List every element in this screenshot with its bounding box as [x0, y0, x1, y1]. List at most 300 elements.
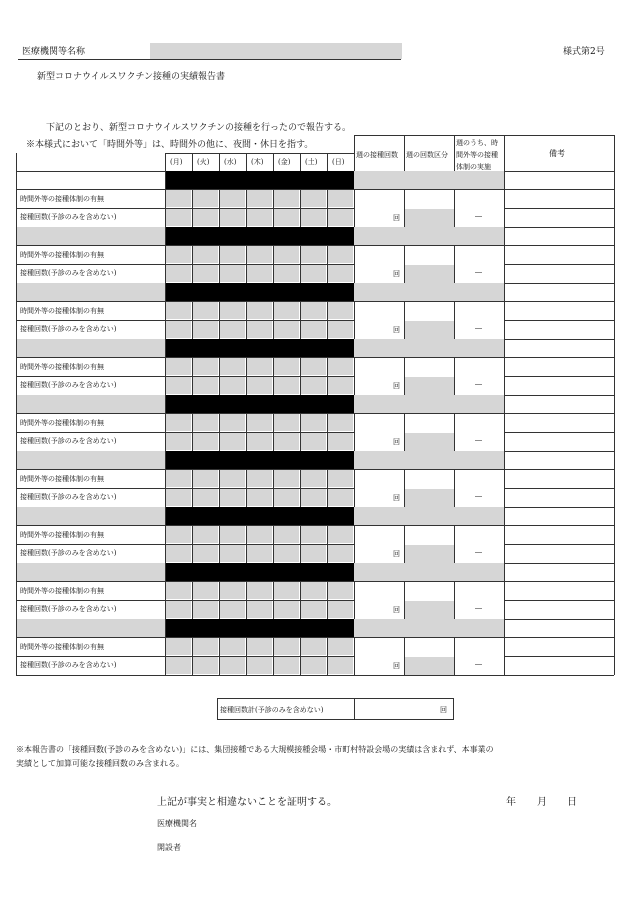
day-cell[interactable] [247, 433, 272, 450]
day-cell[interactable] [220, 489, 245, 506]
day-cell[interactable] [301, 638, 326, 655]
day-cell[interactable] [247, 209, 272, 226]
day-cell[interactable] [328, 302, 353, 319]
row-line [16, 432, 354, 433]
day-cell[interactable] [328, 377, 353, 394]
offhours-dash: ― [475, 212, 482, 220]
intro-text: 下記のとおり、新型コロナウイルスワクチンの接種を行ったので報告する。 [46, 123, 352, 133]
day-cell[interactable] [274, 545, 299, 562]
day-cell[interactable] [247, 489, 272, 506]
institution-label: 医療機関等名称 [22, 47, 86, 57]
weekly-count-unit: 回 [393, 494, 400, 502]
day-cell[interactable] [328, 526, 353, 543]
row-label-count: 接種回数(予診のみを含めない) [20, 549, 117, 557]
day-cell[interactable] [166, 209, 191, 226]
left-border [16, 227, 17, 283]
day-cell[interactable] [166, 489, 191, 506]
day-cell[interactable] [301, 246, 326, 263]
day-cell[interactable] [328, 414, 353, 431]
day-cell[interactable] [247, 470, 272, 487]
day-cell[interactable] [274, 190, 299, 207]
remarks-line [504, 488, 614, 489]
day-divider [273, 413, 274, 451]
day-cell[interactable] [274, 321, 299, 338]
day-divider [219, 413, 220, 451]
weekly-class-cell[interactable] [405, 433, 454, 451]
day-cell[interactable] [193, 545, 218, 562]
weekly-class-cell[interactable] [405, 321, 454, 339]
summary-line [354, 637, 504, 638]
day-divider [300, 245, 301, 283]
day-header-5: (土) [305, 158, 318, 166]
date-row-black [165, 227, 354, 245]
day-divider [300, 413, 301, 451]
week-label-cell[interactable] [16, 395, 165, 413]
day-cell[interactable] [193, 638, 218, 655]
day-cell[interactable] [166, 414, 191, 431]
row-label-count: 接種回数(予診のみを含めない) [20, 381, 117, 389]
day-cell[interactable] [220, 470, 245, 487]
week-label-cell[interactable] [16, 451, 165, 469]
footnote-line1: ※本報告書の「接種回数(予診のみを含めない)」には、集団接種である大規模接種会場・市町村特設会場の実績は含まれず、本事業の [16, 745, 494, 754]
day-divider [327, 413, 328, 451]
right-border [614, 171, 615, 227]
col-divider [404, 189, 405, 227]
row-label-system: 時間外等の接種体制の有無 [20, 643, 104, 651]
day-cell[interactable] [220, 302, 245, 319]
left-border [16, 171, 17, 227]
day-cell[interactable] [328, 582, 353, 599]
day-cell[interactable] [220, 377, 245, 394]
day-divider [300, 581, 301, 619]
day-cell[interactable] [328, 470, 353, 487]
row-line [16, 208, 354, 209]
row-line [16, 413, 354, 414]
day-cell[interactable] [328, 265, 353, 282]
col-divider [404, 581, 405, 619]
col-divider [404, 637, 405, 675]
day-cell[interactable] [301, 657, 326, 674]
day-divider [246, 525, 247, 563]
weekly-count-unit: 回 [393, 606, 400, 614]
day-cell[interactable] [301, 414, 326, 431]
row-line [16, 656, 354, 657]
weekly-count-unit: 回 [393, 550, 400, 558]
day-cell[interactable] [247, 414, 272, 431]
day-cell[interactable] [193, 358, 218, 375]
day-divider [246, 357, 247, 395]
day-cell[interactable] [247, 526, 272, 543]
day-cell[interactable] [166, 302, 191, 319]
day-cell[interactable] [328, 321, 353, 338]
day-cell[interactable] [247, 190, 272, 207]
col-divider [504, 339, 505, 357]
summary-line [354, 581, 504, 582]
weekly-count-unit: 回 [393, 438, 400, 446]
day-cell[interactable] [328, 601, 353, 618]
col-weekly-count: 週の接種回数 [356, 151, 398, 159]
col-divider [354, 581, 355, 619]
day-divider [192, 301, 193, 339]
week-label-cell[interactable] [16, 619, 165, 637]
day-divider [327, 637, 328, 675]
week-label-cell[interactable] [16, 283, 165, 301]
day-cell[interactable] [166, 582, 191, 599]
day-cell[interactable] [193, 601, 218, 618]
week-label-cell[interactable] [16, 339, 165, 357]
day-divider [327, 581, 328, 619]
day-divider [219, 637, 220, 675]
summary-line [354, 413, 504, 414]
day-cell[interactable] [193, 489, 218, 506]
day-divider [165, 395, 166, 413]
offhours-dash: ― [475, 380, 482, 388]
col-weekly-class: 週の回数区分 [406, 151, 448, 159]
day-cell[interactable] [166, 377, 191, 394]
day-cell[interactable] [274, 526, 299, 543]
summary-line [354, 357, 504, 358]
day-cell[interactable] [247, 638, 272, 655]
day-header-1: (火) [197, 158, 210, 166]
day-cell[interactable] [328, 433, 353, 450]
day-cell[interactable] [220, 190, 245, 207]
day-cell[interactable] [166, 321, 191, 338]
day-cell[interactable] [166, 358, 191, 375]
day-divider [273, 245, 274, 283]
day-cell[interactable] [328, 545, 353, 562]
day-cell[interactable] [166, 190, 191, 207]
remarks-line [504, 376, 614, 377]
date-month: 月 [537, 797, 547, 808]
day-cell[interactable] [301, 302, 326, 319]
day-cell[interactable] [301, 377, 326, 394]
day-divider [192, 413, 193, 451]
day-divider [192, 581, 193, 619]
day-cell[interactable] [220, 265, 245, 282]
day-divider [300, 357, 301, 395]
day-cell[interactable] [274, 601, 299, 618]
day-divider [246, 245, 247, 283]
day-cell[interactable] [166, 657, 191, 674]
week-label-cell[interactable] [16, 507, 165, 525]
day-cell[interactable] [328, 358, 353, 375]
day-cell[interactable] [274, 209, 299, 226]
day-cell[interactable] [274, 265, 299, 282]
day-cell[interactable] [220, 601, 245, 618]
day-cell[interactable] [193, 209, 218, 226]
day-cell[interactable] [301, 433, 326, 450]
left-border [16, 451, 17, 507]
day-cell[interactable] [274, 414, 299, 431]
day-divider [273, 357, 274, 395]
day-divider [219, 301, 220, 339]
row-label-system: 時間外等の接種体制の有無 [20, 475, 104, 483]
day-cell[interactable] [301, 545, 326, 562]
day-cell[interactable] [193, 470, 218, 487]
day-cell[interactable] [220, 209, 245, 226]
day-cell[interactable] [247, 657, 272, 674]
day-cell[interactable] [193, 302, 218, 319]
total-unit: 回 [440, 706, 447, 714]
right-border [614, 227, 615, 283]
row-line [16, 189, 354, 190]
day-cell[interactable] [247, 321, 272, 338]
row-line [16, 469, 354, 470]
week-label-cell[interactable] [16, 563, 165, 581]
row-line [16, 600, 354, 601]
weekly-class-cell[interactable] [405, 657, 454, 675]
day-divider [219, 525, 220, 563]
col-divider [454, 637, 455, 675]
weekly-class-cell[interactable] [405, 601, 454, 619]
day-cell[interactable] [274, 638, 299, 655]
signature-founder: 開設者 [157, 843, 181, 852]
remarks-line [504, 581, 614, 582]
day-divider [246, 637, 247, 675]
row-label-system: 時間外等の接種体制の有無 [20, 531, 104, 539]
day-cell[interactable] [166, 526, 191, 543]
weekly-count-unit: 回 [393, 214, 400, 222]
day-cell[interactable] [301, 582, 326, 599]
day-cell[interactable] [247, 302, 272, 319]
row-label-count: 接種回数(予診のみを含めない) [20, 213, 117, 221]
col-divider [454, 301, 455, 339]
day-cell[interactable] [193, 246, 218, 263]
day-cell[interactable] [301, 601, 326, 618]
day-cell[interactable] [166, 638, 191, 655]
date-row-black [165, 171, 354, 189]
left-border [16, 339, 17, 395]
day-divider [327, 525, 328, 563]
weekly-class-cell[interactable] [405, 265, 454, 283]
remarks-line [504, 245, 614, 246]
day-divider [165, 413, 166, 451]
right-border [614, 507, 615, 563]
weekly-class-cell[interactable] [405, 489, 454, 507]
day-header-divider [165, 153, 166, 171]
day-cell[interactable] [247, 246, 272, 263]
document-title: 新型コロナウイルスワクチン接種の実績報告書 [37, 72, 226, 82]
day-cell[interactable] [220, 433, 245, 450]
col-divider [404, 245, 405, 283]
col-header-divider [614, 135, 615, 171]
day-cell[interactable] [220, 638, 245, 655]
remarks-line [504, 301, 614, 302]
day-cell[interactable] [274, 582, 299, 599]
summary-line [354, 189, 504, 190]
col-divider [454, 189, 455, 227]
weekly-class-cell[interactable] [405, 209, 454, 227]
col-divider [454, 357, 455, 395]
day-divider [273, 525, 274, 563]
day-divider [165, 619, 166, 637]
left-border [16, 283, 17, 339]
day-cell[interactable] [220, 582, 245, 599]
col-offhours-impl-text: 週のうち、時間外等の接種体制の実施 [456, 139, 498, 171]
day-cell[interactable] [301, 321, 326, 338]
offhours-dash: ― [475, 660, 482, 668]
day-cell[interactable] [193, 526, 218, 543]
day-cell[interactable] [220, 246, 245, 263]
col-divider [354, 357, 355, 395]
day-cell[interactable] [274, 358, 299, 375]
day-header-3: (木) [251, 158, 264, 166]
col-divider [504, 301, 505, 339]
day-cell[interactable] [247, 265, 272, 282]
col-divider [404, 525, 405, 563]
day-header-top-line [165, 153, 354, 154]
col-divider [454, 525, 455, 563]
day-divider [300, 301, 301, 339]
day-cell[interactable] [274, 433, 299, 450]
day-divider [192, 357, 193, 395]
day-cell[interactable] [274, 377, 299, 394]
date-year: 年 [506, 797, 516, 808]
week-summary-gray [354, 507, 504, 525]
week-summary-gray [354, 395, 504, 413]
day-divider [165, 245, 166, 283]
day-cell[interactable] [166, 265, 191, 282]
day-cell[interactable] [247, 358, 272, 375]
day-cell[interactable] [328, 489, 353, 506]
day-cell[interactable] [328, 246, 353, 263]
col-header-divider [354, 135, 355, 171]
day-cell[interactable] [193, 433, 218, 450]
day-cell[interactable] [220, 657, 245, 674]
day-divider [273, 469, 274, 507]
day-cell[interactable] [166, 545, 191, 562]
day-cell[interactable] [328, 638, 353, 655]
day-cell[interactable] [247, 377, 272, 394]
day-divider [327, 189, 328, 227]
remarks-line [504, 600, 614, 601]
weekly-count-unit: 回 [393, 382, 400, 390]
day-cell[interactable] [166, 246, 191, 263]
day-cell[interactable] [328, 657, 353, 674]
col-divider [504, 227, 505, 245]
col-header-divider [404, 135, 405, 171]
day-cell[interactable] [193, 265, 218, 282]
day-divider [165, 301, 166, 339]
day-cell[interactable] [274, 489, 299, 506]
col-divider [504, 619, 505, 637]
day-cell[interactable] [193, 321, 218, 338]
day-cell[interactable] [328, 209, 353, 226]
day-cell[interactable] [301, 209, 326, 226]
day-cell[interactable] [247, 545, 272, 562]
offhours-dash: ― [475, 492, 482, 500]
day-cell[interactable] [301, 470, 326, 487]
day-cell[interactable] [220, 358, 245, 375]
day-divider [273, 301, 274, 339]
weekly-count-unit: 回 [393, 270, 400, 278]
date-row-black [165, 507, 354, 525]
day-cell[interactable] [166, 470, 191, 487]
day-cell[interactable] [220, 526, 245, 543]
day-cell[interactable] [247, 582, 272, 599]
row-label-count: 接種回数(予診のみを含めない) [20, 437, 117, 445]
col-divider [504, 357, 505, 395]
day-cell[interactable] [193, 414, 218, 431]
date-row-black [165, 451, 354, 469]
total-value-field[interactable] [355, 699, 453, 719]
week-summary-gray [354, 339, 504, 357]
signature-institution: 医療機関名 [157, 819, 197, 828]
day-cell[interactable] [301, 265, 326, 282]
day-cell[interactable] [193, 377, 218, 394]
day-divider [219, 357, 220, 395]
row-label-count: 接種回数(予診のみを含めない) [20, 269, 117, 277]
day-divider [300, 469, 301, 507]
col-divider [504, 451, 505, 469]
right-border [614, 451, 615, 507]
day-cell[interactable] [166, 433, 191, 450]
day-header-2: (水) [224, 158, 237, 166]
week-label-cell[interactable] [16, 227, 165, 245]
day-cell[interactable] [301, 190, 326, 207]
day-cell[interactable] [301, 526, 326, 543]
day-cell[interactable] [166, 601, 191, 618]
day-cell[interactable] [274, 246, 299, 263]
row-line [16, 488, 354, 489]
day-divider [165, 227, 166, 245]
day-header-0: (月) [170, 158, 183, 166]
day-cell[interactable] [274, 470, 299, 487]
col-divider [504, 395, 505, 413]
col-divider [504, 189, 505, 227]
day-cell[interactable] [274, 302, 299, 319]
day-cell[interactable] [274, 657, 299, 674]
day-divider [165, 357, 166, 395]
col-divider [354, 301, 355, 339]
weekly-class-cell[interactable] [405, 377, 454, 395]
weekly-count-unit: 回 [393, 326, 400, 334]
day-cell[interactable] [247, 601, 272, 618]
day-cell[interactable] [328, 190, 353, 207]
day-divider [273, 637, 274, 675]
day-cell[interactable] [220, 545, 245, 562]
day-cell[interactable] [193, 657, 218, 674]
day-divider [165, 283, 166, 301]
remarks-line [504, 357, 614, 358]
day-divider [300, 525, 301, 563]
day-divider [192, 525, 193, 563]
day-divider [327, 245, 328, 283]
col-divider [354, 525, 355, 563]
day-cell[interactable] [193, 582, 218, 599]
day-cell[interactable] [220, 414, 245, 431]
row-label-system: 時間外等の接種体制の有無 [20, 251, 104, 259]
day-cell[interactable] [301, 489, 326, 506]
day-cell[interactable] [301, 358, 326, 375]
day-divider [327, 357, 328, 395]
day-divider [165, 339, 166, 357]
col-divider [454, 469, 455, 507]
right-border [614, 395, 615, 451]
day-divider [165, 469, 166, 507]
weekly-class-cell[interactable] [405, 545, 454, 563]
day-divider [165, 189, 166, 227]
day-cell[interactable] [193, 190, 218, 207]
total-label: 接種回数計(予診のみを含めない) [220, 706, 324, 714]
right-border [614, 563, 615, 619]
offhours-dash: ― [475, 436, 482, 444]
summary-line [354, 301, 504, 302]
col-divider [504, 563, 505, 581]
day-header-divider [273, 153, 274, 171]
day-divider [300, 637, 301, 675]
day-cell[interactable] [220, 321, 245, 338]
